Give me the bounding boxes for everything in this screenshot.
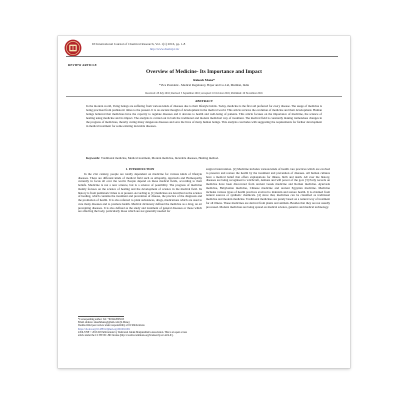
author-affiliation: *Vice President - Medical Regulatory, Bayer and Co.Ltd, Mumbai, India: [158, 83, 250, 87]
email-address: Email address: rakeshmane@gmail.com (R.Mane): [78, 321, 130, 325]
journal-logo-icon: [64, 39, 82, 57]
journal-header: [58, 36, 350, 60]
keywords-text: Traditional medicine, Medical treatment, Modern medicine, Incurable diseases, Healing method.: [100, 156, 219, 160]
article-title: Overview of Medicine- Its Importance and Impact: [146, 69, 262, 75]
introduction-heading: 1. INTRODUCTION: [125, 167, 155, 171]
header-divider: [66, 56, 338, 57]
journal-url-link[interactable]: http://www.chem.ijcr.in/: [150, 47, 180, 51]
article-type-label: REVIEW ARTICLE: [68, 63, 97, 67]
license-line-1: 2456-5768 © 2016 DJ Publications by Dedicated Janaki Manjanathan's Association. This is an open access: [78, 330, 188, 334]
keywords: [86, 156, 322, 160]
doi-link[interactable]: https://dx.doi.org/10.18831/djmed.org/2016011001: [78, 327, 131, 331]
document-page: [58, 36, 350, 368]
right-column: [206, 168, 330, 210]
keywords-label: Keywords:: [86, 156, 101, 160]
abstract-text: In the modern world, living beings are suffering from various kinds of diseases due to their lifestyle habits. Today, medicine is the first aid preferred for every disease. The usage of medicine is being practised from prehistoric times to the present. It is an ancient thought of development in the medical world. This article reviews the evolution of medicine and their development. Human beings believed that medicines have the capacity to regulate diseases and it devotes to health and well-being of patients. This article focuses on the importance of medicine, the science of healing using medicine and its impact. The analysis is carried out in both the traditional and modern medicinal way of treatment. The medical field is constantly making tremendous changes in the progress of medicines, thereby curing many dangerous diseases and save the lives of many human beings. This analysis concludes with suggesting the requirements for further development in medical treatment for some existing incurable diseases.: [86, 104, 322, 129]
left-column: [78, 168, 202, 215]
license-line-2: article under the CC BY-NC-ND license (http://creativecommons.org/licenses/by-nc-nd/4.0/).: [78, 334, 174, 338]
abstract-divider: [66, 96, 342, 97]
intro-paragraph-left: In the 21st century, people are totally dependent on medicine for various kinds of lifestyle diseases. There are different kinds of medical field such as Allopathy, Ayurveda and Homeopathy currently in focus all over the world. People depend on these medical fields, according to their beliefs. Medicine is not a new science, but is a science of possibility. The progress of medicine mainly focuses on the science of healing and the development of science in the medical field. Its history is from prehistoric times to at present. According to [1] medicines are described as the science of healing, which contains the treatment and prevention of disease, the practice of the diagnosis and the promotion of health. It is also referred to plant substances, drugs, medications which are used to cure many diseases and to promote health. Medical dictionary defined the medicine as a drug, an art preventing diseases. It is also defined as the study and treatment of general diseases or those which are affecting the body, particularly those which are not generally needed for: [78, 171, 202, 214]
received-dates: Received: 28 July 2016; Revised: 5 September 2016; Accepted: 10 October 2016; Published: 20 November 2016: [145, 92, 263, 95]
intro-paragraph-right: surgical intervention. [2] Medicine includes various kinds of health care practices which are evolved to preserve and restore the health by the treatment and prevention of diseases. All human cultures have a medical belief that offers explanations for illness, birth and death. All over the history, diseases are being recognised to witchcraft, demons and will power of the god. [3] Early records on medicine have been discovered from ancient Greek medicine and Roman medicine. Ayurveda medicine, Babylonian medicine, Chinese medicine and ancient Egyptian medicine. Medicine includes various types of health practices evolved to maintain and restore health. It is obtained from natural sources or synthetic chemicals. [4] since that, medicines can be classified as traditional medicine and modern medicine. Traditional medicines are purely based on a natural way of treatment for all illness. These medicines are derived from plants and animals. Besides that they are not usually processed. Modern medicines are being spread on medical science, genetics and medical technology.: [206, 167, 330, 209]
abstract-heading: ABSTRACT: [195, 99, 213, 103]
article-author: Rakesh Mane*: [193, 78, 215, 82]
journal-citation: IJI International Journal of Chemical Research, Vol. 1(1) 2016, pp. 1-8: [92, 42, 186, 46]
footnote-divider: [78, 316, 124, 317]
corresponding-author: *Corresponding author: Tel: +918422095025: [78, 318, 125, 321]
footnote: [78, 318, 202, 337]
peer-review-note: Double-blind peer review under responsibility of DJ Publications: [78, 324, 145, 328]
